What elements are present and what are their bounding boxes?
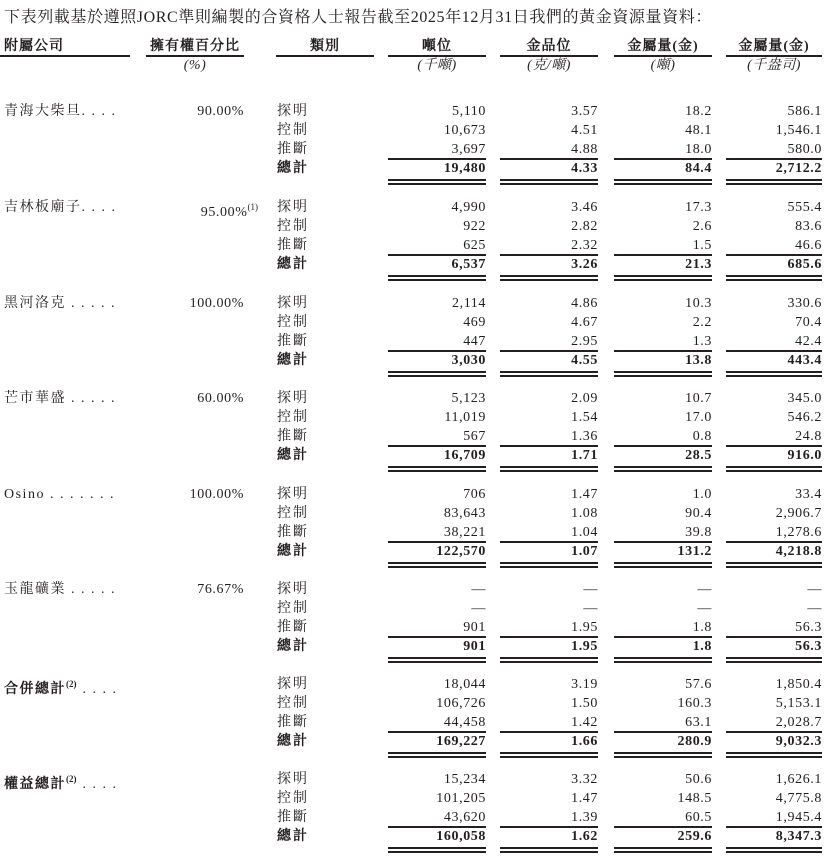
grade-value: 4.51	[571, 123, 598, 138]
header-grade	[500, 38, 598, 75]
grade-value: 1.36	[571, 429, 598, 444]
ownership-percentage	[146, 580, 244, 599]
metal-tonnes-value: 17.0	[685, 410, 712, 425]
category-label: 推斷	[277, 429, 309, 444]
ownership-percentage	[146, 389, 244, 408]
total-double-rule	[388, 752, 486, 758]
ownership-percentage	[146, 294, 244, 313]
ownership-value: 76.67%	[197, 582, 244, 597]
grade-value: 4.88	[571, 142, 598, 157]
footnote-marker: (1)	[247, 202, 258, 212]
grade-value: 2.32	[571, 238, 598, 253]
tonnage-value: 922	[463, 219, 486, 234]
metal-ounces-value: 2,906.7	[775, 506, 822, 521]
total-double-rule	[500, 371, 598, 377]
tonnage-value: 44,458	[443, 715, 486, 730]
total-double-rule	[726, 466, 822, 472]
subsidiary-name	[4, 294, 116, 313]
metal-tonnes-value: 10.7	[685, 391, 712, 406]
category-label: 控制	[277, 696, 309, 711]
tonnage-total: 6,537	[451, 257, 486, 272]
tonnage-value: 3,697	[451, 142, 486, 157]
subtotal-rule	[500, 636, 598, 638]
subsidiary-name	[4, 675, 118, 697]
category-label: 控制	[277, 123, 309, 138]
category-label: 推斷	[277, 715, 309, 730]
footnote-marker: (2)	[66, 774, 77, 784]
subsidiary-group	[0, 102, 830, 194]
tonnage-total: 122,570	[436, 544, 486, 559]
metal-tonnes-value: 48.1	[685, 123, 712, 138]
metal-ounces-value: 46.6	[795, 238, 822, 253]
category-label: 推斷	[277, 142, 309, 157]
metal-ounces-value: 586.1	[787, 104, 822, 119]
metal-tonnes-value: 18.0	[685, 142, 712, 157]
ownership-percentage	[146, 102, 244, 121]
grade-total: 4.55	[571, 353, 598, 368]
grade-value: 4.86	[571, 296, 598, 311]
metal-tonnes-total: 21.3	[685, 257, 712, 272]
grade-total: 3.26	[571, 257, 598, 272]
header-ownership	[146, 38, 244, 75]
subtotal-rule	[500, 731, 598, 733]
ownership-value: 100.00%	[189, 296, 244, 311]
category-label: 探明	[277, 772, 309, 787]
tonnage-value: 18,044	[443, 677, 486, 692]
subtotal-rule	[726, 636, 822, 638]
subsidiary-name-text: 合併總計	[4, 682, 66, 697]
total-double-rule	[388, 657, 486, 663]
header-tonnage	[388, 38, 486, 75]
subsidiary-name-text: 玉龍礦業 . . . . .	[4, 582, 116, 597]
metal-tonnes-total: 28.5	[685, 448, 712, 463]
metal-ounces-value: —	[807, 601, 822, 616]
grade-value: 1.47	[571, 791, 598, 806]
metal-tonnes-total: 1.8	[692, 639, 712, 654]
ownership-percentage	[146, 198, 258, 220]
category-label: 探明	[277, 200, 309, 215]
grade-value: —	[583, 582, 598, 597]
grade-value: 1.50	[571, 696, 598, 711]
subtotal-rule	[614, 826, 712, 828]
metal-ounces-value: 33.4	[795, 487, 822, 502]
total-double-rule	[388, 179, 486, 185]
category-total: 總計	[277, 257, 309, 272]
subtotal-rule	[500, 826, 598, 828]
category-total: 總計	[277, 734, 309, 749]
total-double-rule	[726, 371, 822, 377]
metal-tonnes-total: 259.6	[677, 829, 712, 844]
total-double-rule	[614, 179, 712, 185]
metal-ounces-total: 9,032.3	[775, 734, 822, 749]
total-double-rule	[614, 371, 712, 377]
grade-value: —	[583, 601, 598, 616]
subsidiary-group	[0, 198, 830, 290]
leader-dots: . . . .	[82, 777, 118, 792]
header-rule	[276, 55, 374, 57]
metal-tonnes-value: 2.2	[692, 315, 712, 330]
footnote-marker: (2)	[66, 679, 77, 689]
subsidiary-name	[4, 580, 116, 599]
metal-tonnes-total: 131.2	[677, 544, 712, 559]
metal-ounces-value: 580.0	[787, 142, 822, 157]
total-double-rule	[614, 466, 712, 472]
tonnage-value: 5,110	[452, 104, 486, 119]
tonnage-total: 169,227	[436, 734, 486, 749]
tonnage-total: 3,030	[451, 353, 486, 368]
tonnage-value: 706	[463, 487, 486, 502]
category-label: 控制	[277, 410, 309, 425]
subtotal-rule	[388, 158, 486, 160]
metal-tonnes-value: 63.1	[685, 715, 712, 730]
tonnage-value: 2,114	[452, 296, 486, 311]
total-double-rule	[388, 466, 486, 472]
subsidiary-name	[4, 485, 115, 504]
subsidiary-name	[4, 770, 118, 792]
metal-tonnes-value: 2.6	[692, 219, 712, 234]
category-label: 探明	[277, 391, 309, 406]
subtotal-rule	[726, 826, 822, 828]
subtotal-rule	[726, 254, 822, 256]
metal-ounces-total: 56.3	[795, 639, 822, 654]
metal-tonnes-value: —	[697, 601, 712, 616]
subtotal-rule	[726, 541, 822, 543]
category-total: 總計	[277, 353, 309, 368]
total-double-rule	[614, 752, 712, 758]
metal-tonnes-value: 10.3	[685, 296, 712, 311]
tonnage-value: 5,123	[451, 391, 486, 406]
metal-ounces-value: 5,153.1	[775, 696, 822, 711]
grade-total: 1.62	[571, 829, 598, 844]
subsidiary-group	[0, 770, 830, 862]
subsidiary-name-text: Osino . . . . . . .	[4, 487, 115, 502]
metal-tonnes-value: 17.3	[685, 200, 712, 215]
total-double-rule	[500, 562, 598, 568]
header-metal-tonnes-label: 金屬量(金)	[627, 39, 699, 54]
metal-ounces-total: 685.6	[787, 257, 822, 272]
tonnage-value: —	[471, 582, 486, 597]
tonnage-value: 567	[463, 429, 486, 444]
subtotal-rule	[388, 826, 486, 828]
tonnage-value: 38,221	[443, 525, 486, 540]
grade-value: 2.95	[571, 334, 598, 349]
tonnage-value: 106,726	[436, 696, 486, 711]
tonnage-value: 10,673	[443, 123, 486, 138]
metal-ounces-total: 443.4	[787, 353, 822, 368]
total-double-rule	[500, 657, 598, 663]
total-double-rule	[388, 371, 486, 377]
tonnage-value: 43,620	[443, 810, 486, 825]
metal-ounces-value: 56.3	[795, 620, 822, 635]
grade-total: 1.95	[571, 639, 598, 654]
metal-tonnes-value: 57.6	[685, 677, 712, 692]
total-double-rule	[500, 847, 598, 853]
subtotal-rule	[388, 541, 486, 543]
header-grade-label: 金品位	[526, 39, 572, 54]
subsidiary-name	[4, 198, 117, 217]
subsidiary-name-text: 權益總計	[4, 777, 66, 792]
header-subsidiary-label: 附屬公司	[4, 39, 64, 54]
metal-tonnes-value: 60.5	[685, 810, 712, 825]
category-total: 總計	[277, 829, 309, 844]
metal-tonnes-value: 18.2	[685, 104, 712, 119]
subtotal-rule	[388, 636, 486, 638]
subsidiary-group	[0, 580, 830, 672]
header-tonnage-unit: (千噸)	[417, 58, 457, 73]
total-double-rule	[614, 657, 712, 663]
metal-ounces-total: 4,218.8	[775, 544, 822, 559]
category-label: 探明	[277, 677, 309, 692]
total-double-rule	[500, 466, 598, 472]
metal-tonnes-value: 90.4	[685, 506, 712, 521]
metal-tonnes-value: 148.5	[677, 791, 712, 806]
grade-value: 3.46	[571, 200, 598, 215]
grade-value: 4.67	[571, 315, 598, 330]
metal-ounces-value: 42.4	[795, 334, 822, 349]
total-double-rule	[500, 179, 598, 185]
tonnage-total: 901	[463, 639, 486, 654]
metal-ounces-value: 2,028.7	[775, 715, 822, 730]
category-label: 推斷	[277, 525, 309, 540]
category-total: 總計	[277, 544, 309, 559]
header-subsidiary	[4, 38, 130, 57]
tonnage-value: 469	[463, 315, 486, 330]
ownership-value: 60.00%	[197, 391, 244, 406]
total-double-rule	[726, 752, 822, 758]
header-ownership-unit: (%)	[183, 58, 207, 73]
total-double-rule	[614, 847, 712, 853]
metal-ounces-value: 1,945.4	[775, 810, 822, 825]
subtotal-rule	[726, 731, 822, 733]
metal-ounces-value: 330.6	[787, 296, 822, 311]
metal-ounces-value: 4,775.8	[775, 791, 822, 806]
total-double-rule	[614, 275, 712, 281]
subtotal-rule	[614, 731, 712, 733]
tonnage-value: 15,234	[443, 772, 486, 787]
metal-tonnes-total: 280.9	[677, 734, 712, 749]
grade-total: 1.07	[571, 544, 598, 559]
tonnage-value: 83,643	[443, 506, 486, 521]
subsidiary-name-text: 黑河洛克 . . . . .	[4, 296, 116, 311]
metal-tonnes-total: 13.8	[685, 353, 712, 368]
tonnage-value: —	[471, 601, 486, 616]
subsidiary-group	[0, 675, 830, 767]
total-double-rule	[388, 847, 486, 853]
metal-ounces-value: 83.6	[795, 219, 822, 234]
grade-value: 1.04	[571, 525, 598, 540]
header-rule	[0, 55, 130, 57]
grade-value: 3.32	[571, 772, 598, 787]
subsidiary-name	[4, 389, 116, 408]
category-label: 探明	[277, 296, 309, 311]
subtotal-rule	[614, 350, 712, 352]
category-label: 控制	[277, 601, 309, 616]
ownership-value: 95.00%	[200, 205, 248, 220]
tonnage-value: 625	[463, 238, 486, 253]
category-label: 推斷	[277, 620, 309, 635]
metal-tonnes-value: 1.3	[692, 334, 712, 349]
metal-ounces-value: 24.8	[795, 429, 822, 444]
subtotal-rule	[388, 731, 486, 733]
tonnage-value: 447	[463, 334, 486, 349]
category-label: 控制	[277, 315, 309, 330]
subsidiary-group	[0, 485, 830, 577]
total-double-rule	[614, 562, 712, 568]
total-double-rule	[388, 562, 486, 568]
metal-tonnes-value: 1.0	[692, 487, 712, 502]
subtotal-rule	[614, 158, 712, 160]
grade-value: 1.47	[571, 487, 598, 502]
category-total: 總計	[277, 448, 309, 463]
ownership-value: 100.00%	[189, 487, 244, 502]
metal-tonnes-value: 50.6	[685, 772, 712, 787]
grade-value: 1.95	[571, 620, 598, 635]
header-category-label: 類別	[310, 39, 340, 54]
subtotal-rule	[614, 541, 712, 543]
subtotal-rule	[500, 445, 598, 447]
total-double-rule	[726, 657, 822, 663]
metal-tonnes-value: 1.8	[692, 620, 712, 635]
intro-text: 下表列載基於遵照JORC準則編製的合資格人士報告截至2025年12月31日我們的黃金資源量資料：	[4, 9, 712, 26]
category-label: 探明	[277, 104, 309, 119]
tonnage-value: 901	[463, 620, 486, 635]
subtotal-rule	[726, 350, 822, 352]
metal-ounces-total: 916.0	[787, 448, 822, 463]
grade-value: 1.54	[571, 410, 598, 425]
grade-value: 1.08	[571, 506, 598, 521]
category-total: 總計	[277, 639, 309, 654]
category-total: 總計	[277, 161, 309, 176]
header-grade-unit: (克/噸)	[527, 58, 571, 73]
metal-ounces-value: 1,850.4	[775, 677, 822, 692]
category-label: 推斷	[277, 810, 309, 825]
header-metal-ounces	[726, 38, 822, 75]
subtotal-rule	[726, 158, 822, 160]
metal-ounces-total: 8,347.3	[775, 829, 822, 844]
metal-ounces-value: 1,278.6	[775, 525, 822, 540]
metal-tonnes-value: —	[697, 582, 712, 597]
tonnage-value: 11,019	[444, 410, 486, 425]
header-metal-tonnes-unit: (噸)	[650, 58, 676, 73]
metal-ounces-value: 546.2	[787, 410, 822, 425]
metal-ounces-value: —	[807, 582, 822, 597]
subsidiary-name	[4, 102, 117, 121]
subtotal-rule	[500, 541, 598, 543]
subtotal-rule	[726, 445, 822, 447]
header-metal-tonnes	[614, 38, 712, 75]
total-double-rule	[726, 179, 822, 185]
category-label: 探明	[277, 582, 309, 597]
metal-tonnes-total: 84.4	[685, 161, 712, 176]
subtotal-rule	[500, 254, 598, 256]
metal-ounces-value: 1,546.1	[775, 123, 822, 138]
subsidiary-name-text: 芒市華盛 . . . . .	[4, 391, 116, 406]
grade-value: 3.19	[571, 677, 598, 692]
grade-total: 1.71	[571, 448, 598, 463]
header-tonnage-label: 噸位	[422, 39, 452, 54]
subsidiary-name-text: 吉林板廟子. . . .	[4, 200, 117, 215]
header-metal-ounces-label: 金屬量(金)	[738, 39, 810, 54]
metal-ounces-value: 1,626.1	[775, 772, 822, 787]
ownership-value: 90.00%	[197, 104, 244, 119]
metal-ounces-value: 555.4	[787, 200, 822, 215]
category-label: 推斷	[277, 334, 309, 349]
category-label: 控制	[277, 219, 309, 234]
subtotal-rule	[388, 445, 486, 447]
grade-value: 2.82	[571, 219, 598, 234]
total-double-rule	[500, 275, 598, 281]
tonnage-total: 160,058	[436, 829, 486, 844]
tonnage-value: 4,990	[451, 200, 486, 215]
metal-tonnes-value: 0.8	[692, 429, 712, 444]
total-double-rule	[500, 752, 598, 758]
subtotal-rule	[614, 445, 712, 447]
total-double-rule	[726, 275, 822, 281]
total-double-rule	[726, 847, 822, 853]
header-metal-ounces-unit: (千盎司)	[747, 58, 801, 73]
tonnage-total: 16,709	[443, 448, 486, 463]
subtotal-rule	[500, 158, 598, 160]
total-double-rule	[388, 275, 486, 281]
header-ownership-label: 擁有權百分比	[150, 39, 240, 54]
grade-total: 4.33	[571, 161, 598, 176]
subtotal-rule	[614, 636, 712, 638]
tonnage-value: 101,205	[436, 791, 486, 806]
category-label: 控制	[277, 791, 309, 806]
subsidiary-name-text: 青海大柴旦. . . .	[4, 104, 117, 119]
header-category	[276, 38, 374, 57]
subtotal-rule	[388, 254, 486, 256]
grade-value: 3.57	[571, 104, 598, 119]
subsidiary-group	[0, 294, 830, 386]
metal-tonnes-value: 39.8	[685, 525, 712, 540]
metal-tonnes-value: 1.5	[692, 238, 712, 253]
category-label: 探明	[277, 487, 309, 502]
grade-value: 1.42	[571, 715, 598, 730]
leader-dots: . . . .	[82, 682, 118, 697]
tonnage-total: 19,480	[443, 161, 486, 176]
ownership-percentage	[146, 485, 244, 504]
metal-ounces-total: 2,712.2	[775, 161, 822, 176]
metal-ounces-value: 70.4	[795, 315, 822, 330]
metal-ounces-value: 345.0	[787, 391, 822, 406]
grade-total: 1.66	[571, 734, 598, 749]
subtotal-rule	[500, 350, 598, 352]
subtotal-rule	[388, 350, 486, 352]
category-label: 控制	[277, 506, 309, 521]
grade-value: 2.09	[571, 391, 598, 406]
grade-value: 1.39	[571, 810, 598, 825]
subsidiary-group	[0, 389, 830, 481]
metal-tonnes-value: 160.3	[677, 696, 712, 711]
subtotal-rule	[614, 254, 712, 256]
category-label: 推斷	[277, 238, 309, 253]
total-double-rule	[726, 562, 822, 568]
